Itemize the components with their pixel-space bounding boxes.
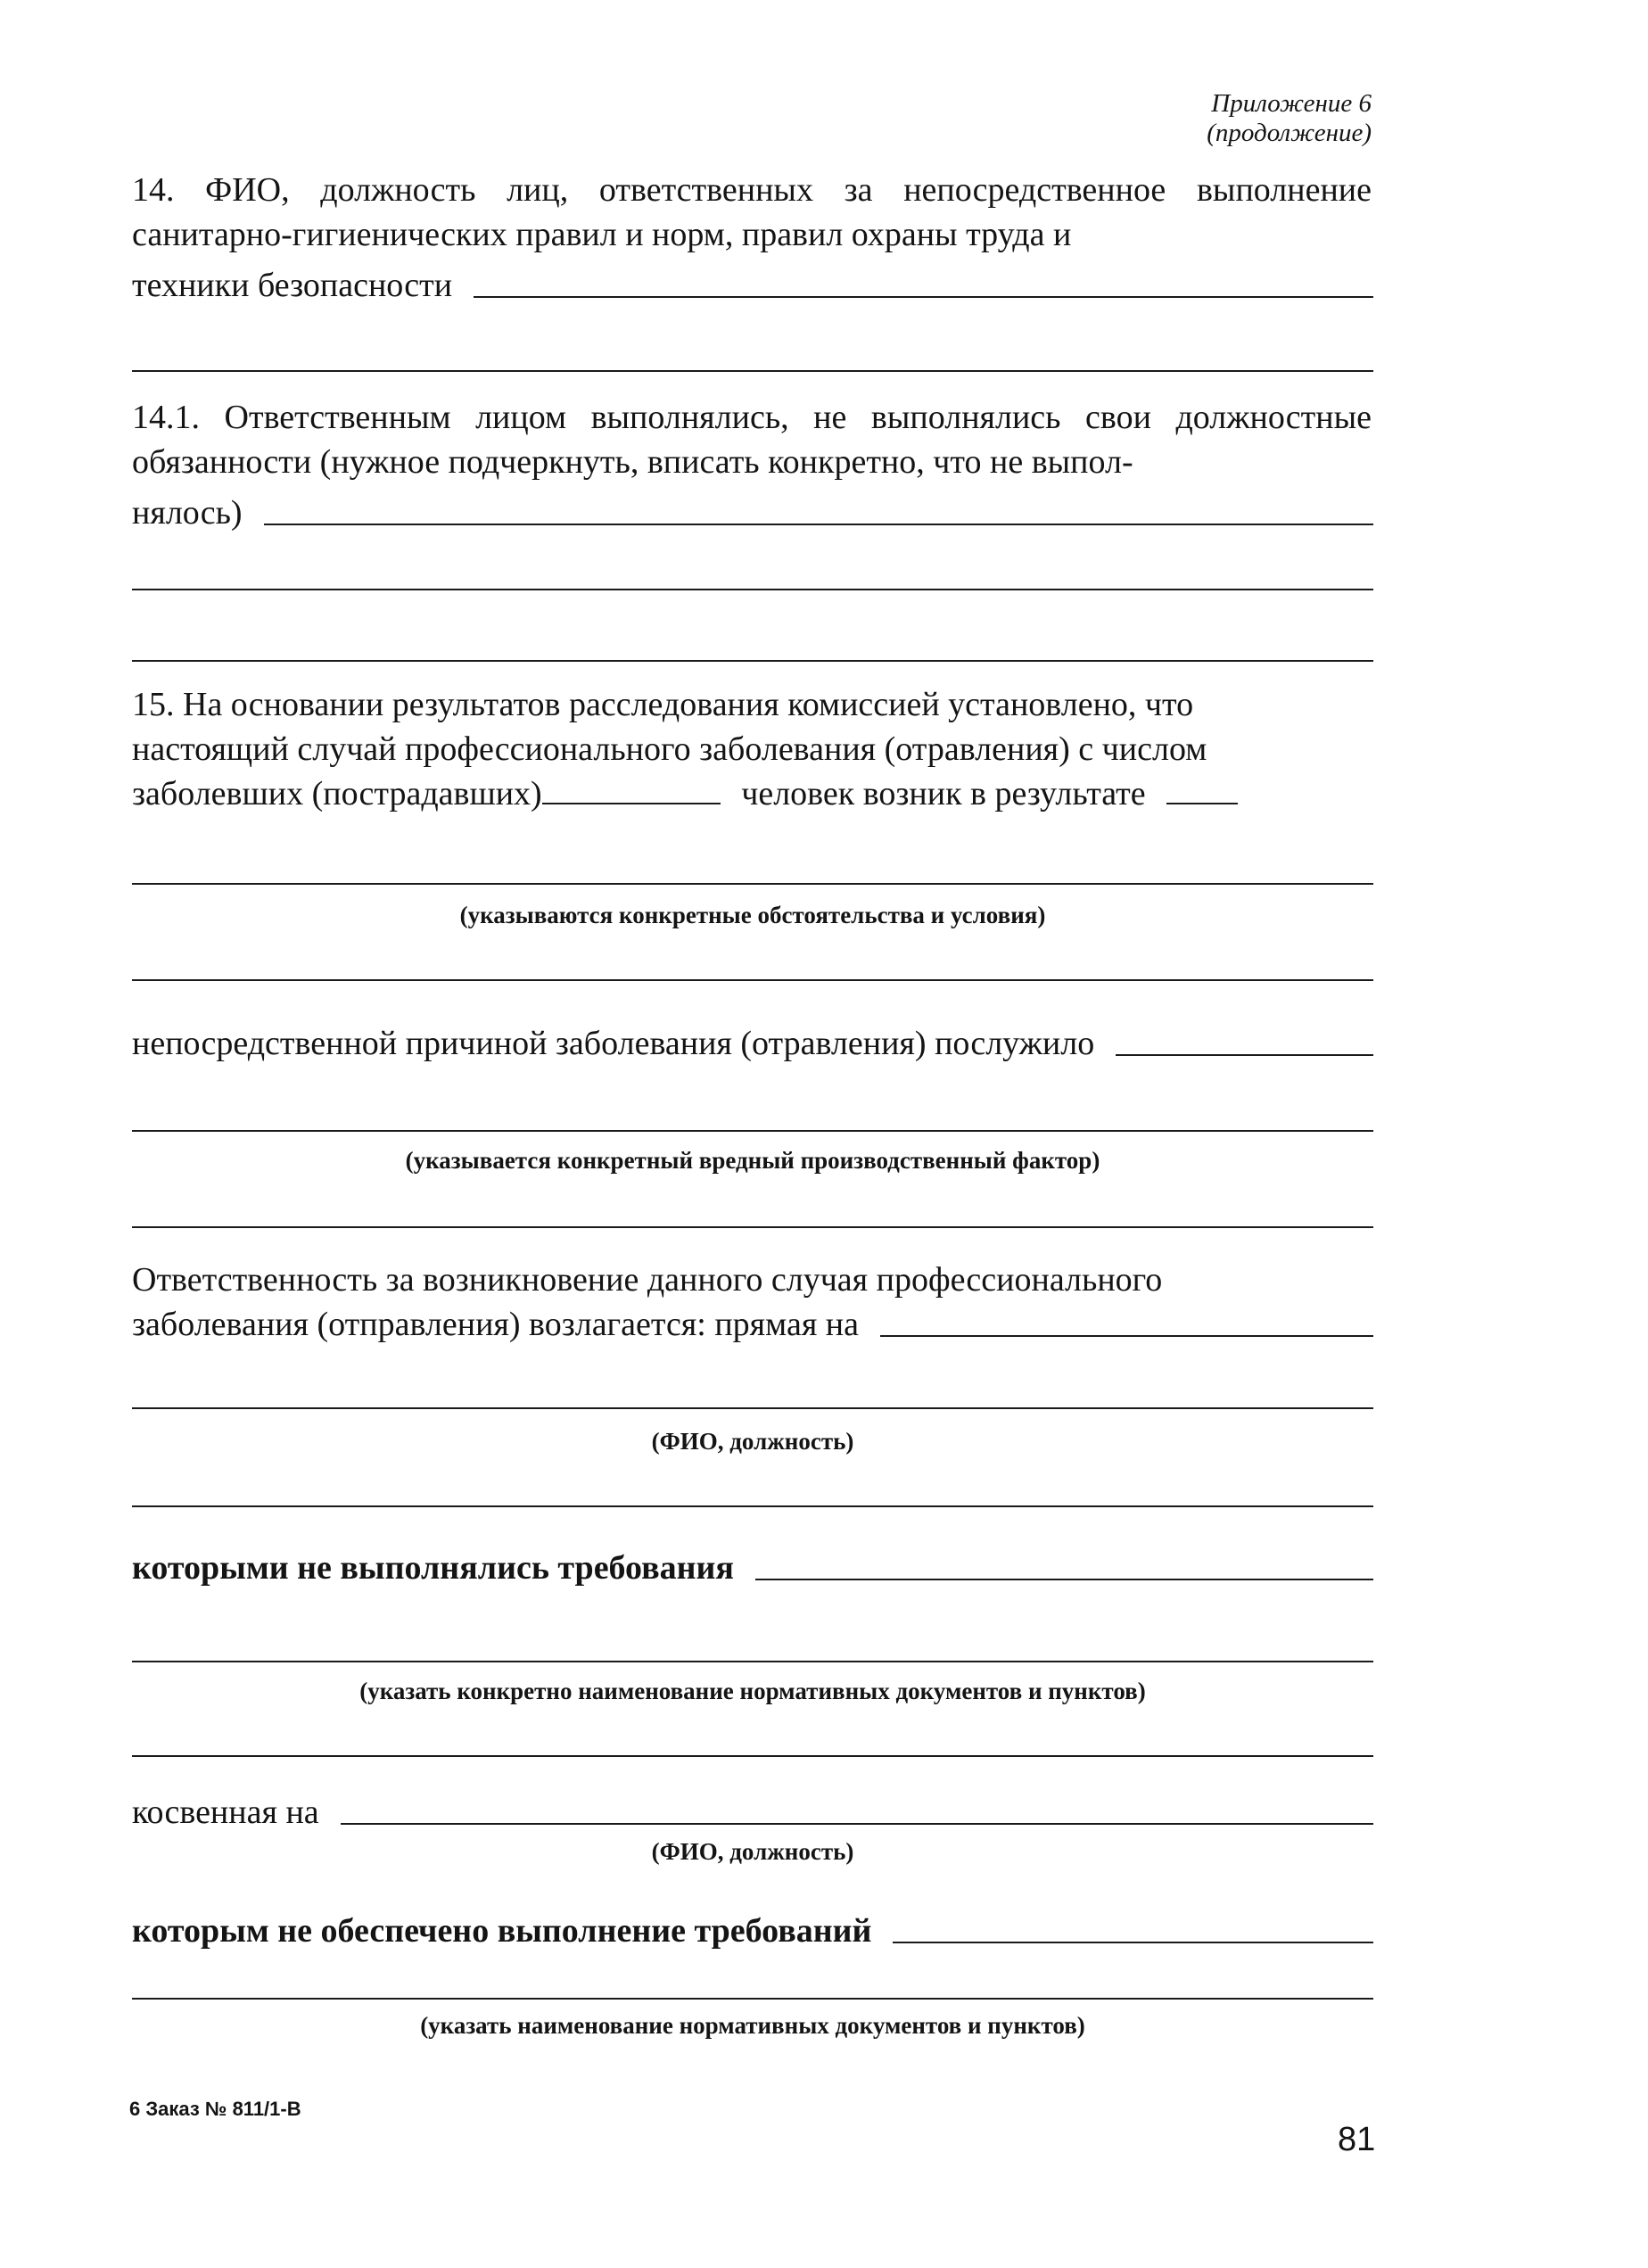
indirect-row [132,1786,1373,1830]
cause-label: непосредственной причиной заболевания (отравления) послужило [132,1025,1095,1062]
direct-fio-line-2[interactable] [132,1505,1373,1507]
caption-fio-1: (ФИО, должность) [651,1428,854,1455]
item-14-field-row [132,259,1373,303]
caption-docs-2: (указать наименование нормативных документов и пунктов) [420,2012,1085,2039]
responsibility-text [132,1258,1372,1302]
item-14-1-extra-line-2[interactable] [132,660,1373,662]
not-met-label: которыми не выполнялись требования [132,1549,734,1587]
not-ensured-label: которым не обеспечено выполнение требований [132,1912,872,1950]
item-15-line-1: 15. На основании результатов расследования комиссией установлено, что [132,686,1194,723]
factor-line[interactable] [132,1130,1373,1132]
circumstances-line-2[interactable] [132,979,1373,981]
cause-row [132,1017,1373,1061]
docs-line-1b[interactable] [132,1755,1373,1757]
responsibility-line-2: заболевания (отправления) возлагается: прямая на [132,1306,859,1343]
indirect-field[interactable] [341,1823,1373,1825]
cause-field[interactable] [1116,1054,1373,1056]
item-14-1-field-row [132,486,1373,531]
responsibility-line-1: Ответственность за возникновение данного случая профессионального [132,1261,1163,1299]
item-14-1-text: 14.1. Ответственным лицом выполнялись, не выполнялись свои должностные обязанности (нужное подчеркнуть, вписать конкретно, что не выпол- [132,399,1372,481]
caption-fio-2: (ФИО, должность) [651,1838,854,1865]
item-14-text: 14. ФИО, должность лиц, ответственных за непосредственное выполнение санитарно-гигиенических правил и норм, правил охраны труда и [132,171,1372,253]
item-15-line-2: настоящий случай профессионального заболевания (отравления) с числом [132,730,1207,768]
not-ensured-field[interactable] [893,1942,1373,1943]
direct-fio-line[interactable] [132,1407,1373,1409]
page-number: 81 [1338,2121,1376,2158]
direct-responsible-field[interactable] [880,1335,1373,1337]
factor-line-2[interactable] [132,1226,1373,1228]
docs-line-1[interactable] [132,1661,1373,1662]
appendix-header [1207,89,1372,148]
item-15-line-3b: человек возник в результате [741,775,1146,812]
not-met-row [132,1541,1373,1586]
item-14-1-field[interactable] [264,524,1373,525]
caption-factor: (указывается конкретный вредный производственный фактор) [405,1147,1100,1174]
item-14-field[interactable] [474,296,1373,298]
item-14-extra-line[interactable] [132,370,1373,372]
item-14-1-last-line: нялось) [132,494,243,532]
appendix-title: Приложение 6 [1211,89,1372,118]
order-number: 6 Заказ № 811/1-В [129,2098,301,2120]
caption-docs-1: (указать конкретно наименование нормативных документов и пунктов) [359,1678,1146,1704]
result-of-field[interactable] [1166,803,1238,804]
not-ensured-row [132,1904,1373,1949]
item-15-line-3a: заболевших (пострадавших) [132,775,542,812]
not-met-field[interactable] [755,1579,1373,1580]
item-14-last-line: техники безопасности [132,267,453,304]
indirect-label: косвенная на [132,1794,319,1831]
caption-circumstances: (указываются конкретные обстоятельства и условия) [459,902,1046,928]
appendix-continued: (продолжение) [1207,119,1372,147]
direct-responsibility-row [132,1298,1373,1342]
item-15-line-3 [132,771,1372,816]
circumstances-line[interactable] [132,883,1373,885]
docs-line-2[interactable] [132,1998,1373,2000]
patients-count-field[interactable] [542,803,721,804]
item-14-1-extra-line-1[interactable] [132,589,1373,590]
item-15-text [132,682,1372,816]
